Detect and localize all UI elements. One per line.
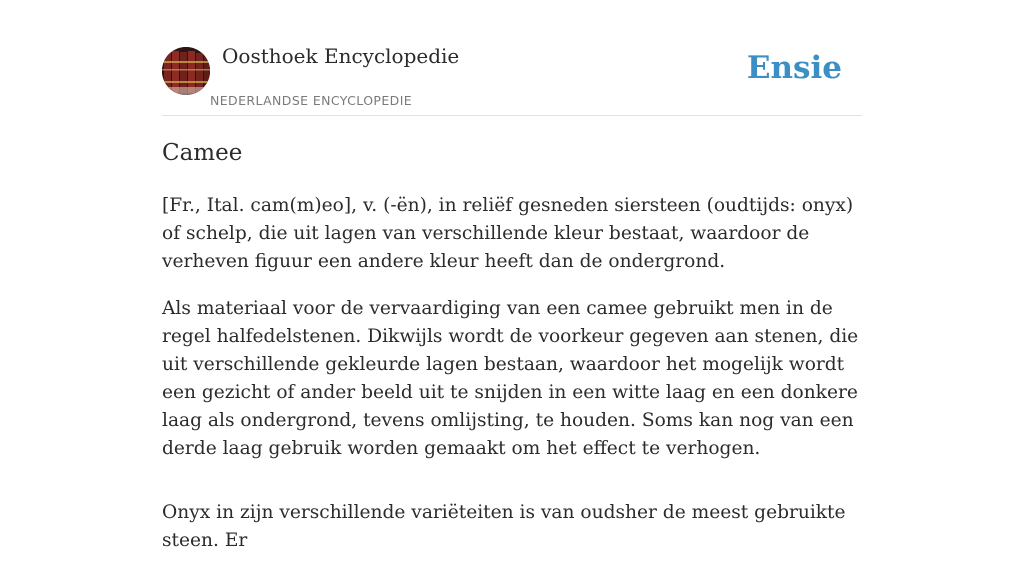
brand-link[interactable]: Ensie [746, 50, 842, 86]
site-subtitle: NEDERLANDSE ENCYCLOPEDIE [210, 93, 413, 108]
article-paragraph: [Fr., Ital. cam(m)eo], v. (-ën), in reliëf gesneden siersteen (oudtijds: onyx) of schelp, die uit lagen van verschillende kleur bestaat, waardoor de verheven figuur een andere kleur heeft dan de ondergrond. [162, 195, 854, 272]
site-logo[interactable] [162, 47, 210, 95]
article-body [162, 192, 862, 574]
article-paragraph: Als materiaal voor de vervaardiging van een camee gebruikt men in de regel halfedelstenen. Dikwijls wordt de voorkeur gegeven aan stenen, die uit verschillende gekleurde lagen bestaan, waardoor het mogelijk wordt een gezicht of ander beeld uit te snijden in een witte laag en een donkere laag als ondergrond, tevens omlijsting, te houden. Soms kan nog van een derde laag gebruik worden gemaakt om het effect te verhogen. [162, 298, 859, 459]
site-name[interactable]: Oosthoek Encyclopedie [222, 44, 460, 68]
page [162, 0, 862, 551]
site-header [162, 0, 862, 116]
article-title: Camee [162, 140, 243, 166]
encyclopedia-books-icon [162, 47, 210, 95]
article-paragraph: Onyx in zijn verschillende variëteiten is van oudsher de meest gebruikte steen. Er [162, 502, 846, 551]
